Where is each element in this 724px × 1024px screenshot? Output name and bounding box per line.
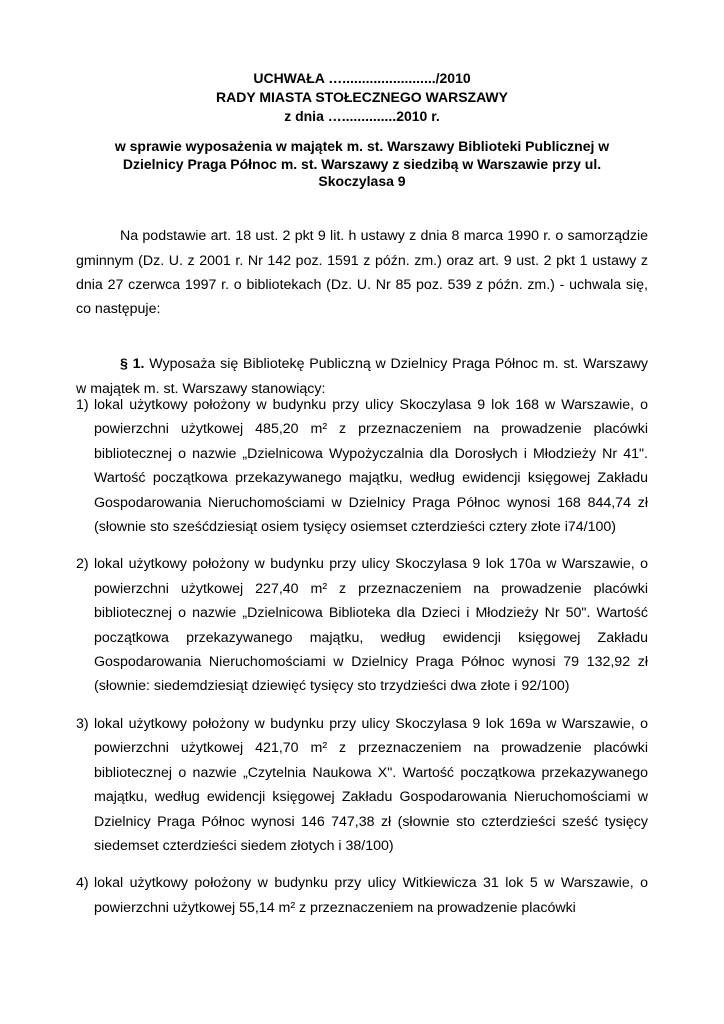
premises-list — [76, 393, 648, 933]
section-1-text: Wyposaża się Bibliotekę Publiczną w Dzielnicy Praga Północ m. st. Warszawy w majątek m. st. Warszawy stanowiący: — [76, 356, 648, 397]
resolution-date: z dnia …..............2010 r. — [284, 108, 440, 124]
list-item-number: 2) — [76, 556, 89, 573]
council-name: RADY MIASTA STOŁECZNEGO WARSZAWY — [216, 89, 508, 105]
list-item — [76, 552, 648, 698]
list-item-text: lokal użytkowy położony w budynku przy ulicy Skoczylasa 9 lok 168 w Warszawie, o powierzchni użytkowej 485,20 m² z przeznaczeniem na prowadzenie placówki bibliotecznej o nazwie „Dzielnicowa Wypożyczalnia dla Dorosłych i Młodzieży Nr 41". Wartość początkowa przekazywanego majątku, według ewidencji księgowej Zakładu Gospodarowania Nieruchomościami w Dzielnicy Praga Północ wynosi 168 844,74 zł (słownie sto sześćdziesiąt osiem tysięcy osiemset czterdzieści cztery złote i74/100) — [94, 397, 648, 536]
resolution-title: UCHWAŁA …......................../2010 — [253, 70, 471, 86]
list-item-text: lokal użytkowy położony w budynku przy ulicy Skoczylasa 9 lok 170a w Warszawie, o powierzchni użytkowej 227,40 m² z przeznaczeniem na prowadzenie placówki bibliotecznej o nazwie „Dzielnicowa Biblioteka dla Dzieci i Młodzieży Nr 50". Wartość początkowa przekazywanego majątku, według ewidencji księgowej Zakładu Gospodarowania Nieruchomościami w Dzielnicy Praga Północ wynosi 79 132,92 zł (słownie: siedemdziesiąt dziewięć tysięcy sto trzydzieści dwa złote i 92/100) — [94, 556, 648, 695]
list-item-text: lokal użytkowy położony w budynku przy ulicy Witkiewicza 31 lok 5 w Warszawie, o powierzchni użytkowej 55,14 m² z przeznaczeniem na prowadzenie placówki — [94, 875, 648, 916]
list-item-number: 1) — [76, 397, 89, 413]
resolution-subject: w sprawie wyposażenia w majątek m. st. Warszawy Biblioteki Publicznej w Dzielnicy Praga Północ m. st. Warszawy z siedzibą w Warszawie przy ul. Skoczylasa 9 — [114, 138, 610, 189]
list-item — [76, 871, 648, 920]
list-item-number: 3) — [76, 715, 89, 732]
legal-basis-paragraph: Na podstawie art. 18 ust. 2 pkt 9 lit. h ustawy z dnia 8 marca 1990 r. o samorządzie gminnym (Dz. U. z 2001 r. Nr 142 poz. 1591 z późn. zm.) oraz art. 9 ust. 2 pkt 1 ustawy z dnia 27 czerwca 1997 r. o bibliotekach (Dz. U. Nr 85 poz. 539 z późn. zm.) - uchwala się, co następuje: — [76, 228, 648, 318]
list-item — [76, 393, 648, 539]
list-item — [76, 712, 648, 858]
section-1-mark: § 1. — [120, 356, 145, 373]
list-item-text: lokal użytkowy położony w budynku przy ulicy Skoczylasa 9 lok 169a w Warszawie, o powierzchni użytkowej 421,70 m² z przeznaczeniem na prowadzenie placówki bibliotecznej o nazwie „Czytelnia Naukowa X". Wartość początkowa przekazywanego majątku, według ewidencji księgowej Zakładu Gospodarowania Nieruchomościami w Dzielnicy Praga Północ wynosi 146 747,38 zł (słownie sto czterdzieści sześć tysięcy siedemset czterdzieści siedem złotych i 38/100) — [94, 715, 648, 854]
list-item-number: 4) — [76, 875, 89, 892]
